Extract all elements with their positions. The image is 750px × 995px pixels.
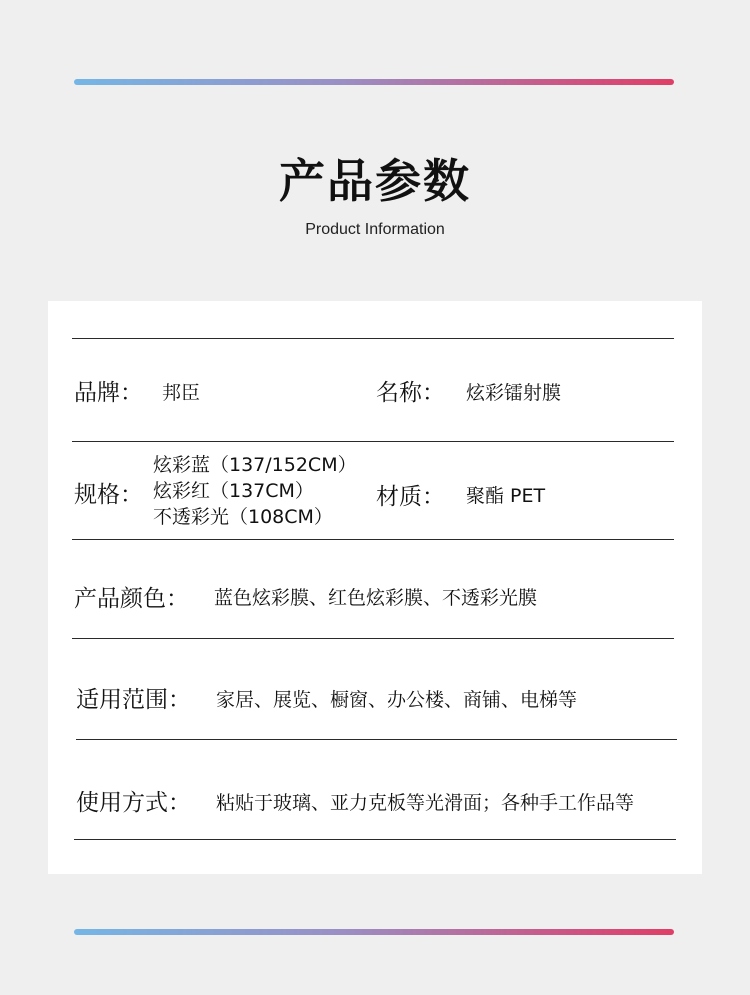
bottom-gradient-divider	[74, 929, 674, 935]
name-label: 名称：	[376, 380, 445, 406]
color-label: 产品颜色：	[74, 586, 189, 612]
product-info-card	[48, 301, 702, 874]
color-value: 蓝色炫彩膜、红色炫彩膜、不透彩光膜	[214, 587, 538, 609]
spec-values	[153, 452, 357, 530]
scope-label: 适用范围：	[76, 687, 191, 713]
name-value: 炫彩镭射膜	[466, 382, 562, 404]
usage-label: 使用方式：	[76, 790, 191, 816]
brand-value: 邦臣	[162, 382, 201, 404]
spec-value-red: 炫彩红（137CM）	[153, 480, 314, 502]
row-divider	[72, 441, 674, 442]
spec-value-opaque: 不透彩光（108CM）	[153, 506, 333, 528]
material-label: 材质：	[376, 484, 445, 510]
usage-value: 粘贴于玻璃、亚力克板等光滑面；各种手工作品等	[216, 792, 635, 814]
page-subtitle: Product Information	[305, 221, 445, 238]
row-divider	[72, 539, 674, 540]
spec-value-blue: 炫彩蓝（137/152CM）	[153, 454, 357, 476]
brand-label: 品牌：	[74, 380, 143, 406]
scope-value: 家居、展览、橱窗、办公楼、商铺、电梯等	[216, 689, 578, 711]
material-value: 聚酯 PET	[466, 485, 546, 507]
row-divider	[76, 739, 677, 740]
page-title: 产品参数	[279, 154, 471, 208]
row-divider	[72, 638, 674, 639]
row-divider	[74, 839, 676, 840]
spec-label: 规格：	[74, 482, 143, 508]
top-gradient-divider	[74, 79, 674, 85]
row-divider	[72, 338, 674, 339]
